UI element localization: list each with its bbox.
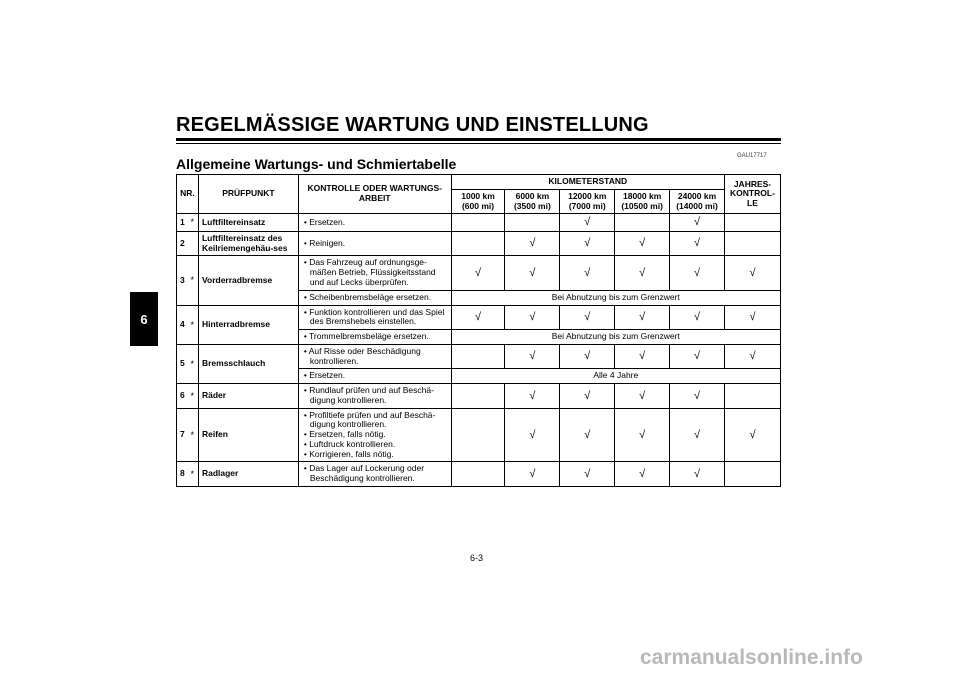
row-check-item: Radlager — [198, 462, 298, 487]
check-mark-icon: √ — [615, 408, 670, 462]
check-mark-icon: √ — [560, 305, 615, 330]
title-rule-thin — [176, 143, 781, 144]
check-mark-icon: √ — [560, 344, 615, 369]
row-asterisk — [190, 231, 198, 256]
work-bullet: • Scheibenbremsbeläge ersetzen. — [303, 291, 432, 302]
section-title: Allgemeine Wartungs- und Schmiertabelle — [176, 156, 457, 172]
work-bullet: • Ersetzen, falls nötig. — [303, 429, 386, 440]
row-check-item: Hinterradbremse — [198, 305, 298, 344]
header-annual: JAHRES-KONTROL-LE — [724, 175, 780, 214]
row-asterisk: * — [190, 408, 198, 462]
empty-interval-cell — [505, 214, 560, 232]
header-mi-value: (10500 mi) — [621, 200, 663, 211]
check-mark-icon: √ — [505, 305, 560, 330]
row-work-description — [298, 214, 451, 232]
interval-note: Bei Abnutzung bis zum Grenzwert — [451, 330, 780, 345]
check-mark-icon: √ — [724, 408, 780, 462]
check-mark-icon: √ — [505, 408, 560, 462]
table-row — [177, 214, 781, 232]
work-bullet: • Profiltiefe prüfen und auf Beschä-digung kontrollieren. — [303, 409, 436, 430]
check-mark-icon: √ — [505, 344, 560, 369]
work-bullet: • Rundlauf prüfen und auf Beschä-digung kontrollieren. — [303, 385, 434, 405]
empty-interval-cell — [451, 214, 505, 232]
check-mark-icon: √ — [670, 256, 725, 290]
work-bullet: • Ersetzen. — [303, 216, 346, 227]
row-number: 8 — [177, 462, 191, 487]
check-mark-icon: √ — [670, 214, 725, 232]
row-check-item: Luftfiltereinsatz des Keilriemengehäu-ses — [198, 231, 298, 256]
check-mark-icon: √ — [724, 344, 780, 369]
check-mark-icon: √ — [560, 408, 615, 462]
check-mark-icon: √ — [451, 256, 505, 290]
header-work: KONTROLLE ODER WARTUNGS-ARBEIT — [298, 175, 451, 214]
header-km-2 — [560, 189, 615, 214]
row-check-item: Bremsschlauch — [198, 344, 298, 383]
check-mark-icon: √ — [505, 256, 560, 290]
check-mark-icon: √ — [615, 462, 670, 487]
row-asterisk: * — [190, 214, 198, 232]
work-bullet: • Das Fahrzeug auf ordnungsge-mäßen Betrieb, Flüssigkeitsstand und auf Lecks überprüfen. — [303, 257, 436, 287]
empty-interval-cell — [724, 231, 780, 256]
header-km-4 — [670, 189, 725, 214]
check-mark-icon: √ — [505, 231, 560, 256]
work-bullet: • Korrigieren, falls nötig. — [303, 448, 394, 459]
empty-interval-cell — [451, 462, 505, 487]
table-row — [177, 231, 781, 256]
table-row — [177, 256, 781, 290]
page-title: REGELMÄSSIGE WARTUNG UND EINSTELLUNG — [176, 114, 649, 136]
work-bullet: • Funktion kontrollieren und das Spiel des Bremshebels einstellen. — [303, 306, 445, 327]
chapter-tab: 6 — [130, 292, 158, 346]
empty-interval-cell — [451, 408, 505, 462]
check-mark-icon: √ — [724, 305, 780, 330]
row-asterisk: * — [190, 256, 198, 305]
header-km-value: 24000 km — [677, 190, 717, 201]
row-work-description — [298, 256, 451, 290]
check-mark-icon: √ — [560, 214, 615, 232]
table-row — [177, 408, 781, 462]
check-mark-icon: √ — [560, 231, 615, 256]
row-work-description — [298, 330, 451, 345]
header-mi-value: (14000 mi) — [676, 200, 718, 211]
header-km-1 — [505, 189, 560, 214]
work-bullet: • Ersetzen. — [303, 370, 346, 381]
row-work-description — [298, 369, 451, 384]
row-number: 6 — [177, 384, 191, 409]
table-row — [177, 305, 781, 330]
header-odometer: KILOMETERSTAND — [451, 175, 724, 190]
check-mark-icon: √ — [451, 305, 505, 330]
empty-interval-cell — [615, 214, 670, 232]
row-work-description — [298, 305, 451, 330]
interval-note: Bei Abnutzung bis zum Grenzwert — [451, 290, 780, 305]
header-km-3 — [615, 189, 670, 214]
work-bullet: • Auf Risse oder Beschädigung kontrollieren. — [303, 345, 421, 366]
page-number: 6-3 — [470, 553, 484, 563]
row-work-description — [298, 408, 451, 462]
header-km-value: 12000 km — [568, 190, 607, 201]
row-check-item: Vorderradbremse — [198, 256, 298, 305]
table-row — [177, 384, 781, 409]
row-work-description — [298, 231, 451, 256]
row-work-description — [298, 384, 451, 409]
row-asterisk: * — [190, 384, 198, 409]
check-mark-icon: √ — [670, 344, 725, 369]
check-mark-icon: √ — [615, 256, 670, 290]
table-row — [177, 344, 781, 369]
watermark: carmanualsonline.info — [640, 646, 863, 669]
work-bullet: • Luftdruck kontrollieren. — [303, 438, 396, 449]
table-header-row — [177, 175, 781, 190]
header-mi-value: (3500 mi) — [513, 200, 551, 211]
row-number: 5 — [177, 344, 191, 383]
check-mark-icon: √ — [615, 231, 670, 256]
header-km-value: 6000 km — [515, 190, 550, 201]
header-mi-value: (7000 mi) — [568, 200, 606, 211]
check-mark-icon: √ — [615, 344, 670, 369]
header-km-value: 18000 km — [622, 190, 662, 201]
header-km-value: 1000 km — [461, 190, 495, 201]
check-mark-icon: √ — [560, 256, 615, 290]
row-number: 2 — [177, 231, 191, 256]
empty-interval-cell — [724, 462, 780, 487]
check-mark-icon: √ — [670, 305, 725, 330]
row-asterisk: * — [190, 305, 198, 344]
empty-interval-cell — [451, 384, 505, 409]
row-check-item: Reifen — [198, 408, 298, 462]
row-check-item: Luftfiltereinsatz — [198, 214, 298, 232]
check-mark-icon: √ — [670, 231, 725, 256]
check-mark-icon: √ — [560, 384, 615, 409]
work-bullet: • Das Lager auf Lockerung oder Beschädigung kontrollieren. — [303, 463, 425, 484]
empty-interval-cell — [451, 344, 505, 369]
check-mark-icon: √ — [560, 462, 615, 487]
table-row — [177, 462, 781, 487]
row-number: 1 — [177, 214, 191, 232]
header-item: PRÜFPUNKT — [198, 175, 298, 214]
empty-interval-cell — [724, 384, 780, 409]
maintenance-table — [176, 174, 781, 487]
work-bullet: • Trommelbremsbeläge ersetzen. — [303, 331, 429, 342]
header-km-0 — [451, 189, 505, 214]
row-work-description — [298, 462, 451, 487]
check-mark-icon: √ — [505, 462, 560, 487]
check-mark-icon: √ — [615, 384, 670, 409]
header-mi-value: (600 mi) — [461, 200, 495, 211]
row-asterisk: * — [190, 344, 198, 383]
row-work-description — [298, 344, 451, 369]
row-asterisk: * — [190, 462, 198, 487]
row-check-item: Räder — [198, 384, 298, 409]
table-body — [177, 214, 781, 487]
interval-note: Alle 4 Jahre — [451, 369, 780, 384]
header-nr: NR. — [177, 175, 199, 214]
doc-code: GAU17717 — [737, 153, 767, 159]
row-number: 4 — [177, 305, 191, 344]
row-number: 3 — [177, 256, 191, 305]
empty-interval-cell — [724, 214, 780, 232]
row-number: 7 — [177, 408, 191, 462]
check-mark-icon: √ — [505, 384, 560, 409]
check-mark-icon: √ — [615, 305, 670, 330]
check-mark-icon: √ — [670, 384, 725, 409]
title-rule — [176, 138, 781, 141]
check-mark-icon: √ — [670, 408, 725, 462]
work-bullet: • Reinigen. — [303, 237, 346, 248]
row-work-description — [298, 290, 451, 305]
check-mark-icon: √ — [670, 462, 725, 487]
check-mark-icon: √ — [724, 256, 780, 290]
empty-interval-cell — [451, 231, 505, 256]
